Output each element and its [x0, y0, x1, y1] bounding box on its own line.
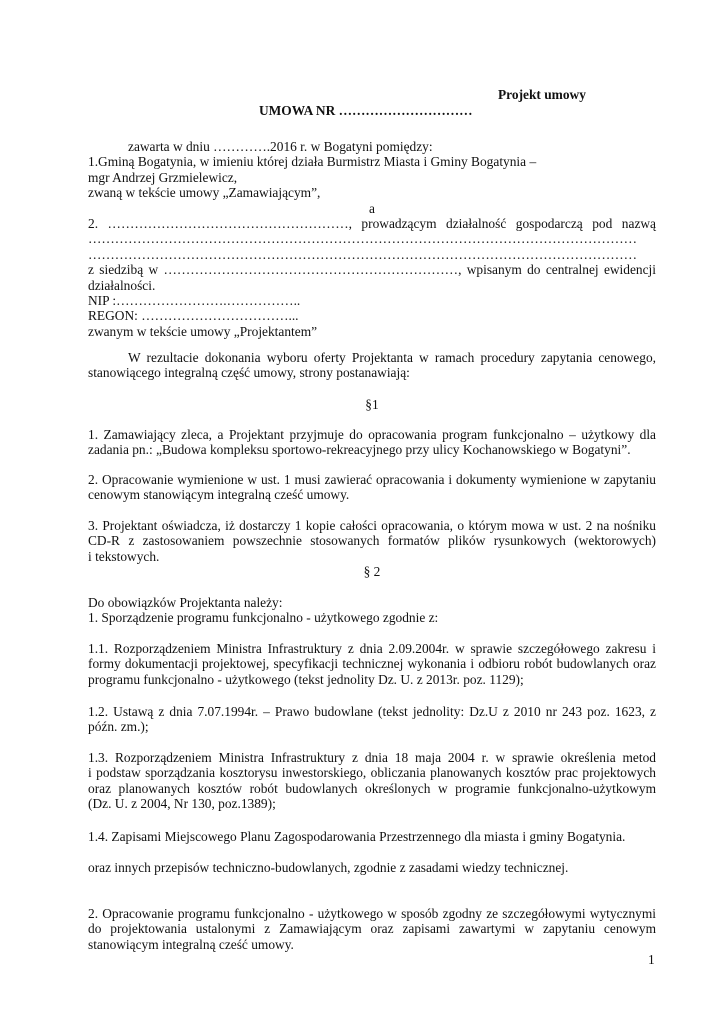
section-1-heading [88, 397, 656, 412]
text-line: 2. ………………………………………………, prowadzącym działalność gospodarczą pod nazwą [88, 216, 656, 232]
text-line: NIP :…………………….…………….. [88, 293, 301, 309]
text-line: zawarta w dniu ………….2016 r. w Bogatyni pomiędzy: [128, 139, 433, 154]
text-line: W rezultacie dokonania wyboru oferty Projektanta w ramach procedury zapytania cenowego, [128, 350, 656, 365]
text-line: działalności. [88, 277, 156, 293]
text-line: (Dz. U. z 2004, Nr 130, poz.1389); [88, 796, 276, 812]
text-line: do projektowania ustalonymi z Zamawiającym oraz zapisami zawartymi w zapytaniu cenowym [88, 921, 656, 937]
text-line: i tekstowych. [88, 548, 160, 564]
text-line: i podstaw sporządzania kosztorysu inwestorskiego, obliczania planowanych kosztów prac projektowych [88, 765, 656, 781]
heading-text: § 2 [363, 564, 381, 579]
text-line: 1.4. Zapisami Miejscowego Planu Zagospodarowania Przestrzennego dla miasta i gminy Bogatynia. [88, 829, 626, 844]
text-line: mgr Andrzej Grzmielewicz, [88, 169, 238, 185]
text-line: zadania pn.: „Budowa kompleksu sportowo-rekreacyjnego przy ulicy Kochanowskiego w Bogatyni”. [88, 442, 631, 458]
contract-title: UMOWA NR ………………………… [259, 103, 473, 118]
text-line: 1.1. Rozporządzeniem Ministra Infrastruktury z dnia 2.09.2004r. w sprawie szczegółowego zakresu i [88, 641, 656, 656]
text-line: Do obowiązków Projektanta należy: [88, 595, 283, 610]
dotted-line: …………………………………………………………………………………………………………… [88, 231, 638, 247]
text-line: cenowym stanowiącym integralną cześć umowy. [88, 487, 350, 503]
intro-paragraph [88, 350, 656, 381]
text-line: a [369, 200, 375, 216]
text-line: 1.3. Rozporządzeniem Ministra Infrastruktury z dnia 18 maja 2004 r. w sprawie określenia metod [88, 750, 656, 765]
text-line: oraz innych przepisów techniczno-budowlanych, zgodnie z zasadami wiedzy technicznej. [88, 860, 569, 875]
dotted-line: …………………………………………………………………………………………………………… [88, 246, 638, 262]
page-number: 1 [648, 952, 655, 967]
text-line: stanowiącym integralną cześć umowy. [88, 936, 294, 952]
other-regulations [88, 860, 656, 875]
item-1-1 [88, 641, 656, 687]
section-2-heading [88, 564, 656, 579]
text-line: 1.2. Ustawą z dnia 7.07.1994r. – Prawo budowlane (tekst jednolity: Dz.U z 2010 nr 243 poz. 1623, z [88, 704, 656, 719]
text-line: programu funkcjonalno - użytkowego (tekst jednolity Dz. U. z 2013r. poz. 1129); [88, 671, 524, 687]
text-line: 2. Opracowanie programu funkcjonalno - użytkowego w sposób zgodny ze szczegółowymi wytycznymi [88, 906, 656, 921]
text-line: z siedzibą w …………………………………………………………, wpisanym do centralnej ewidencji [88, 262, 656, 278]
text-line: zwaną w tekście umowy „Zamawiającym”, [88, 185, 321, 201]
item-1-2 [88, 704, 656, 735]
text-line: późn. zm.); [88, 719, 149, 735]
text-line: stanowiącego integralną część umowy, strony postanawiają: [88, 365, 410, 381]
text-line: 1. Zamawiający zleca, a Projektant przyjmuje do opracowania program funkcjonalno – użytkowy dla [88, 427, 656, 442]
heading-text: §1 [365, 397, 379, 412]
projekt-umowy-label: Projekt umowy [498, 87, 586, 102]
text-line: zwanym w tekście umowy „Projektantem” [88, 323, 318, 339]
section-2-intro [88, 595, 656, 626]
parties-section [88, 139, 656, 339]
text-line: CD-R z zastosowaniem powszechnie stosowanych formatów plików rysunkowych (wektorowych) [88, 533, 656, 549]
item-1-3 [88, 750, 656, 812]
text-line: formy dokumentacji projektowej, specyfikacji technicznej wykonania i odbioru robót budowlanych oraz [88, 656, 656, 672]
text-line: 2. Opracowanie wymienione w ust. 1 musi zawierać opracowania i dokumenty wymienione w zapytaniu [88, 472, 656, 487]
section-1-paragraph-1 [88, 427, 656, 458]
item-1-4 [88, 829, 656, 844]
section-1-paragraph-3 [88, 518, 656, 564]
text-line: oraz planowanych kosztów robót budowlanych określonych w programie funkcjonalno-użytkowym [88, 780, 656, 796]
text-line: 1.Gminą Bogatynia, w imieniu której działa Burmistrz Miasta i Gminy Bogatynia – [88, 154, 537, 170]
item-2 [88, 906, 656, 952]
section-1-paragraph-2 [88, 472, 656, 503]
text-line: 1. Sporządzenie programu funkcjonalno - użytkowego zgodnie z: [88, 610, 439, 626]
text-line: 3. Projektant oświadcza, iż dostarczy 1 kopie całości opracowania, o którym mowa w ust. 2 na nośniku [88, 518, 656, 533]
text-line: REGON: ……………………………... [88, 308, 299, 324]
